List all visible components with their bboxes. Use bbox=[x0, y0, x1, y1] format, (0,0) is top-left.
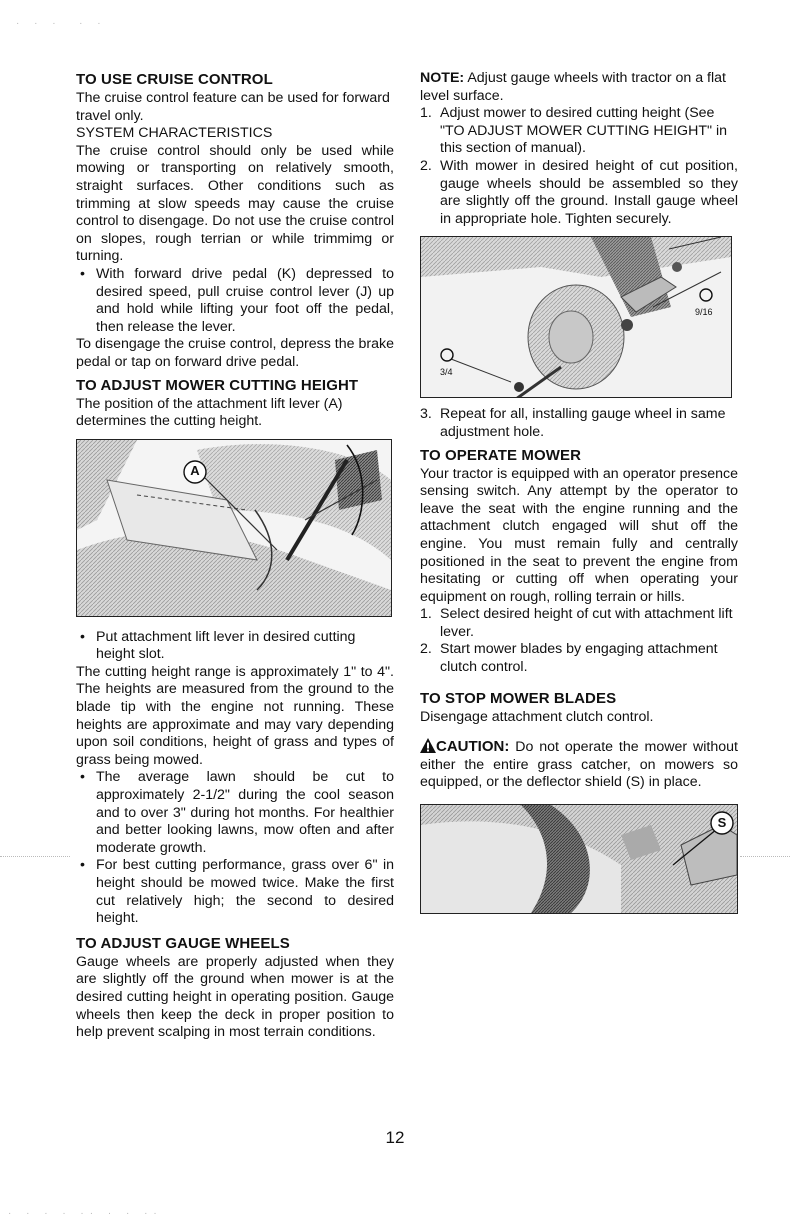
note-text: Adjust gauge wheels with tractor on a flat level surface. bbox=[420, 70, 726, 104]
cruise-disengage: To disengage the cruise control, depress the brake pedal or tap on forward drive pedal. bbox=[76, 336, 394, 370]
lift-lever-illustration bbox=[77, 440, 391, 616]
scan-mark: · · · · · bbox=[16, 18, 107, 29]
cutting-height-body: The cutting height range is approximately 1" to 4". The heights are measured from the ground to the blade tip with the engine not running. These heights are approximate and may vary depending upon soil conditions, height of grass and types of grass being mowed. bbox=[76, 663, 394, 768]
cutting-bullet-3: • For best cutting performance, grass over 6" in height should be mowed twice. Make the first cut relatively high; the second to desired height. bbox=[76, 857, 394, 927]
operate-step-2: 2. Start mower blades by engaging attachment clutch control. bbox=[420, 641, 718, 676]
cutting-height-heading: TO ADJUST MOWER CUTTING HEIGHT bbox=[76, 376, 359, 394]
label-3-4: 3/4 bbox=[440, 367, 453, 378]
stop-blades-body: Disengage attachment clutch control. bbox=[420, 708, 654, 725]
stop-blades-heading: TO STOP MOWER BLADES bbox=[420, 689, 617, 707]
gauge-wheels-heading: TO ADJUST GAUGE WHEELS bbox=[76, 934, 290, 952]
system-characteristics-subhead: SYSTEM CHARACTERISTICS bbox=[76, 125, 273, 142]
label-9-16: 9/16 bbox=[695, 307, 713, 318]
left-column bbox=[76, 70, 394, 1042]
cruise-intro: The cruise control feature can be used for forward travel only. bbox=[76, 90, 390, 124]
cutting-bullet-2: • The average lawn should be cut to approximately 2-1/2" during the cool season and to over 3" during hot months. For healthier and better looking lawns, mow often and after moderate growth. bbox=[76, 769, 394, 857]
lift-lever-figure bbox=[76, 439, 392, 617]
note-paragraph bbox=[420, 70, 738, 105]
scan-line bbox=[0, 856, 70, 857]
deflector-shield-figure bbox=[420, 804, 738, 914]
gauge-step-3: 3. Repeat for all, installing gauge wheel in same adjustment hole. bbox=[420, 406, 726, 440]
deflector-shield-illustration bbox=[421, 805, 737, 913]
operate-mower-body: Your tractor is equipped with an operator presence sensing switch. Any attempt by the operator to leave the seat with the engine running and the attachment clutch engaged will shut off the engine. You must remain fully and centrally positioned in the seat to prevent the engine from hesitating or cutting off when operating your equipment on rough, rolling terrain or hills. bbox=[420, 465, 738, 605]
caution-label: CAUTION: bbox=[436, 738, 510, 756]
cruise-heading: TO USE CRUISE CONTROL bbox=[76, 71, 273, 88]
warning-icon bbox=[420, 738, 436, 753]
callout-a: A bbox=[190, 462, 200, 478]
cutting-bullet-1: • Put attachment lift lever in desired cutting height slot. bbox=[76, 629, 394, 664]
cutting-height-intro: The position of the attachment lift lever (A) determines the cutting height. bbox=[76, 395, 343, 430]
page-number: 12 bbox=[385, 1128, 405, 1147]
gauge-wheel-illustration bbox=[421, 237, 731, 397]
gauge-step-2: 2. With mower in desired height of cut position, gauge wheels should be assembled so they are slightly off the ground. Install gauge wheel in appropriate hole. Tighten securely. bbox=[420, 157, 738, 227]
right-column bbox=[420, 70, 738, 914]
cruise-body: The cruise control should only be used while mowing or transporting on relatively smooth, straight surfaces. Other conditions such as trimming at slow speeds may cause the cruise control to disengage. Do not use the cruise control on slopes, rough terrian or while trimmimg or turning. bbox=[76, 142, 394, 265]
cruise-bullet: • With forward drive pedal (K) depressed to desired speed, pull cruise control lever (J) up and hold while lifting your foot off the pedal, then release the lever. bbox=[76, 266, 394, 336]
gauge-wheel-figure bbox=[420, 236, 732, 398]
scan-mark: · · · · ·· · · ·· bbox=[8, 1208, 163, 1219]
note-label: NOTE: bbox=[420, 70, 465, 86]
operate-step-1: 1. Select desired height of cut with attachment lift lever. bbox=[420, 606, 733, 640]
gauge-wheels-body: Gauge wheels are properly adjusted when they are slightly off the ground when mower is at the desired cutting height in operating position. Gauge wheels then keep the deck in proper position to help prevent scalping in most terrain conditions. bbox=[76, 953, 394, 1041]
callout-s: S bbox=[717, 815, 727, 831]
caution-paragraph bbox=[420, 738, 738, 792]
gauge-step-1: 1. Adjust mower to desired cutting height (See "TO ADJUST MOWER CUTTING HEIGHT" in this section of manual). bbox=[420, 105, 728, 157]
operate-mower-heading: TO OPERATE MOWER bbox=[420, 446, 582, 464]
caution-text: Do not operate the mower without either the entire grass catcher, on mowers so equipped, or the deflector shield (S) in place. bbox=[420, 739, 738, 791]
scan-line bbox=[740, 856, 790, 857]
